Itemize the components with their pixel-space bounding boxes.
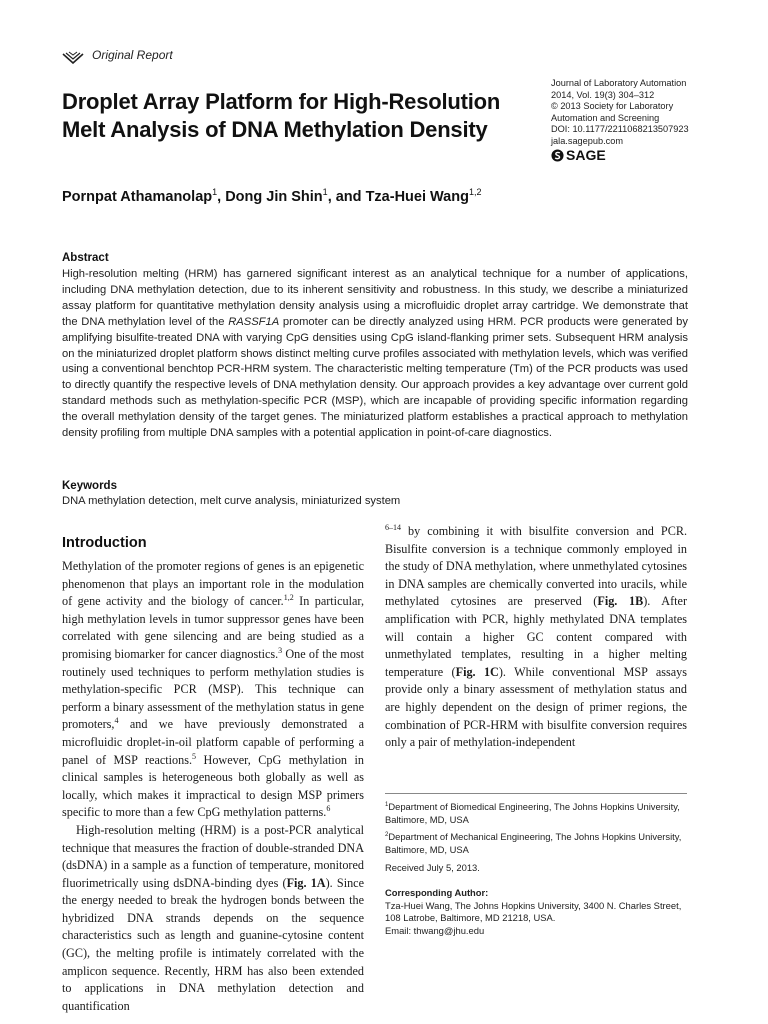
received-date: Received July 5, 2013. bbox=[385, 862, 480, 874]
body-column-left bbox=[62, 558, 364, 1015]
journal-info bbox=[551, 78, 731, 148]
author-name: Pornpat Athamanolap bbox=[62, 189, 213, 205]
journal-logo-icon bbox=[62, 50, 84, 64]
journal-copyright: © 2013 Society for Laboratory bbox=[551, 101, 674, 112]
sage-logo-icon bbox=[551, 149, 564, 162]
author-name: Tza-Huei Wang bbox=[365, 189, 469, 205]
paragraph: High-resolution melting (HRM) is a post-PCR analytical technique that measures the fraction of double-stranded DNA (dsDNA) in a sample as a function of temperature, monitored fluorimetrically using dsDNA-binding dyes (Fig. 1A). Since the energy needed to break the hydrogen bonds between the hybridized DNA strands depends on the sequence characteristics such as length and guanine-cytosine content (GC), the melting profile is intimately correlated with the amplicon sequence. Recently, HRM has also been extended to applications in DNA methylation detection and quantification bbox=[62, 822, 364, 1013]
corresponding-author-address: Tza-Huei Wang, The Johns Hopkins University, 3400 N. Charles Street, 108 Latrobe, Baltimore, MD 21218, USA. bbox=[385, 899, 682, 924]
citation[interactable]: 1,2 bbox=[283, 593, 294, 603]
title-line-2: Melt Analysis of DNA Methylation Density bbox=[62, 117, 488, 142]
paragraph: Methylation of the promoter regions of genes is an epigenetic phenomenon that plays an important role in the modulation of gene activity and the biology of cancer.$^{1,2}$ In particular, high methylation levels in tumor suppressor genes have been correlated with gene silencing and are being studied as a promising biomarker for cancer diagnostics.$^3$ One of the most routinely used techniques to perform methylation studies is methylation-specific PCR (MSP). This technique can perform a binary assessment of the methylation status in gene promoters,$^4$ and we have previously demonstrated a microfluidic droplet-in-oil platform capable of performing a panel of MSP reactions.$^5$ However, CpG methylation in clinical samples is heterogeneous both globally as well as locally, which makes it impractical to design MSP primers specific to more than a few CpG methylation patterns.$^6$ bbox=[62, 559, 364, 820]
corresponding-author-heading: Corresponding Author: bbox=[385, 886, 489, 898]
publisher-logo bbox=[551, 147, 606, 163]
keywords-list: DNA methylation detection, melt curve analysis, miniaturized system bbox=[62, 495, 401, 507]
citation[interactable]: 3 bbox=[278, 645, 283, 655]
journal-volume: 2014, Vol. 19(3) 304–312 bbox=[551, 89, 655, 100]
author-affiliation: 1 bbox=[212, 187, 218, 198]
author-affiliation: 1 bbox=[322, 187, 328, 198]
article-title bbox=[62, 88, 542, 144]
paragraph-continued: $^{6-14}$ by combining it with bisulfite conversion and PCR. Bisulfite conversion is a technique commonly employed in the study of DNA methylation, where unmethylated cytosines in DNA samples are chemically converted into uracils, while methylated cytosines are preserved (Fig. 1B). After amplification with PCR, highly methylated DNA templates will contain a higher GC content compared with unmethylated templates, resulting in a higher melting temperature (Fig. 1C). While conventional MSP assays provide only a binary assessment of methylation status and are highly dependent on the design of primer regions, the combination of PCR-HRM with bisulfite conversion requires only a pair of methylation-independent bbox=[385, 522, 688, 750]
citation[interactable]: 6–14 bbox=[385, 522, 401, 532]
section-heading-introduction: Introduction bbox=[62, 535, 147, 551]
affiliation-2: $^2$Department of Mechanical Engineering, The Johns Hopkins University, Baltimore, MD, USA bbox=[385, 831, 682, 855]
journal-url[interactable]: jala.sagepub.com bbox=[551, 135, 624, 146]
footnotes bbox=[385, 801, 687, 937]
journal-copyright-cont: Automation and Screening bbox=[551, 112, 660, 123]
citation[interactable]: 5 bbox=[192, 751, 197, 761]
figure-reference[interactable]: Fig. 1A bbox=[286, 875, 326, 890]
journal-name: Journal of Laboratory Automation bbox=[551, 78, 687, 88]
citation[interactable]: 4 bbox=[114, 716, 119, 726]
journal-doi: DOI: 10.1177/2211068213507923 bbox=[551, 124, 689, 135]
figure-reference[interactable]: Fig. 1B bbox=[597, 594, 644, 609]
abstract-heading: Abstract bbox=[62, 252, 109, 264]
figure-reference[interactable]: Fig. 1C bbox=[455, 664, 499, 679]
report-type: Original Report bbox=[92, 48, 173, 62]
body-column-right bbox=[385, 523, 687, 752]
author-list: Pornpat Athamanolap$^1$, Dong Jin Shin$^1$, and Tza-Huei Wang$^{1,2}$ bbox=[62, 187, 482, 205]
publisher-name: SAGE bbox=[566, 147, 606, 163]
author-affiliation: 1,2 bbox=[468, 187, 482, 198]
abstract-body: High-resolution melting (HRM) has garnered significant interest as an analytical technique for a number of applications, including DNA methylation detection, due to its inherent sensitivity and robustness. In this study, we describe a miniaturized assay platform for quantitative methylation density analysis using a microfluidic droplet array cartridge. We demonstrate that the DNA methylation level of the RASSF1A promoter can be directly analyzed using HRM. PCR products were generated by amplifying bisulfite-treated DNA with varying CpG densities using CpG island-flanking primer sets. Subsequent HRM analysis on the miniaturized droplet platform shows distinct melting curve profiles associated with methylation levels, which was verified using a conventional benchtop PCR-HRM system. The characteristic melting temperature (Tm) of the PCR products was used to directly quantify the respective levels of DNA methylation density. Our approach provides a key advantage over current gold standard methods such as methylation-specific PCR (MSP), which are incapable of providing specific information regarding the overall methylation density of the target genes. The miniaturized platform establishes a practical approach to methylation density profiling from multiple DNA samples with a potential application in point-of-care diagnostics. bbox=[62, 268, 688, 440]
gene-name: RASSF1A bbox=[228, 315, 280, 328]
author-name: Dong Jin Shin bbox=[225, 189, 323, 205]
corresponding-author-email[interactable]: Email: thwang@jhu.edu bbox=[385, 924, 485, 936]
title-line-1: Droplet Array Platform for High-Resolution bbox=[62, 89, 501, 114]
keywords-heading: Keywords bbox=[62, 480, 117, 492]
footnote-divider bbox=[385, 793, 687, 794]
affiliation-1: $^1$Department of Biomedical Engineering, The Johns Hopkins University, Baltimore, MD, USA bbox=[385, 801, 680, 825]
citation[interactable]: 6 bbox=[326, 804, 331, 814]
